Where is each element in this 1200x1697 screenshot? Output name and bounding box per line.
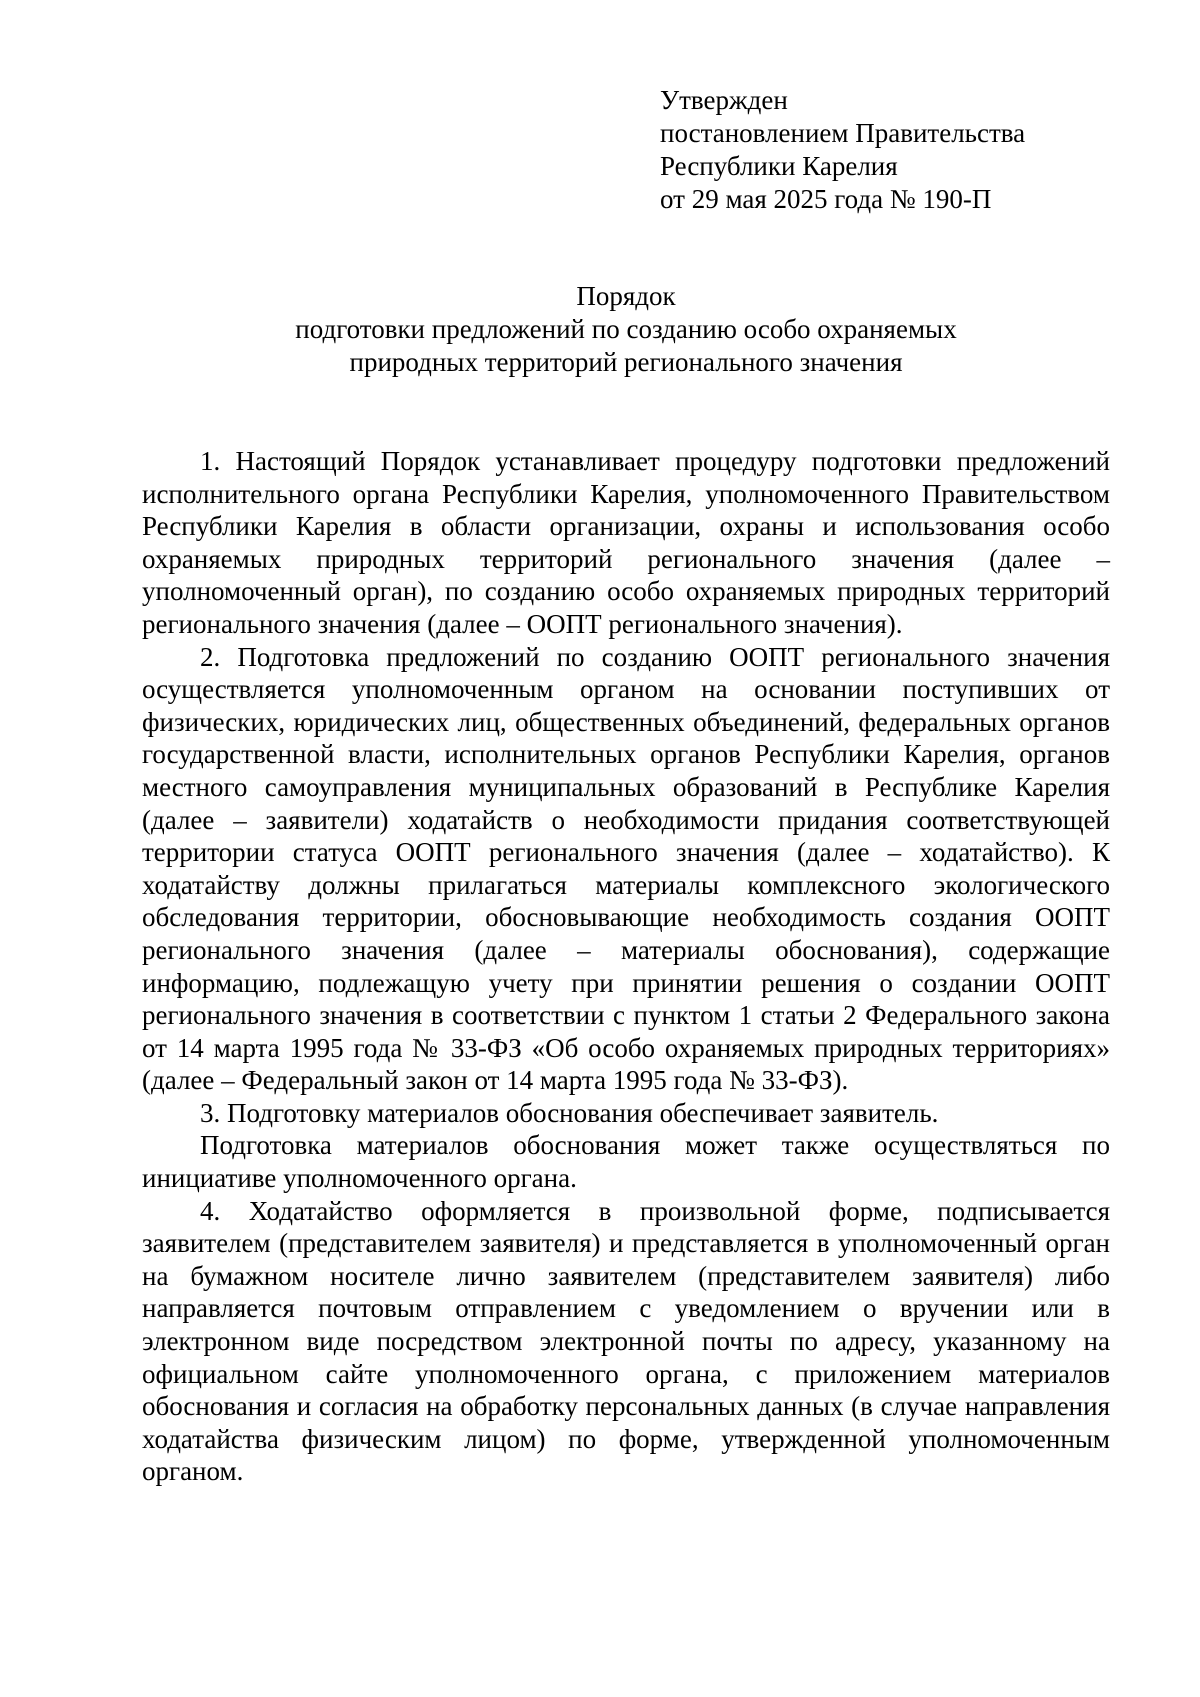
paragraph-1: 1. Настоящий Порядок устанавливает процедуру подготовки предложений исполнительного органа Республики Карелия, уполномоченного Правительством Республики Карелия в области организации, охраны и использования особо охраняемых природных территорий регионального значения (далее – уполномоченный орган), по созданию особо охраняемых природных территорий регионального значения (далее – ООПТ регионального значения). xyxy=(142,446,1110,639)
paragraph-3-continued: Подготовка материалов обоснования может также осуществляться по инициативе уполномоченного органа. xyxy=(142,1130,1110,1194)
paragraph-2: 2. Подготовка предложений по созданию ООПТ регионального значения осуществляется уполномоченным органом на основании поступивших от физических, юридических лиц, общественных объединений, федеральных органов государственной власти, исполнительных органов Республики Карелия, органов местного самоуправления муниципальных образований в Республике Карелия (далее – заявители) ходатайств о необходимости придания соответствующей территории статуса ООПТ регионального значения (далее – ходатайство). К ходатайству должны прилагаться материалы комплексного экологического обследования территории, обосновывающие необходимость создания ООПТ регионального значения (далее – материалы обоснования), содержащие информацию, подлежащую учету при принятии решения о создании ООПТ регионального значения в соответствии с пунктом 1 статьи 2 Федерального закона от 14 марта 1995 года № 33-ФЗ «Об особо охраняемых природных территориях» (далее – Федеральный закон от 14 марта 1995 года № 33-ФЗ). xyxy=(142,641,1110,1096)
paragraph-3: 3. Подготовку материалов обоснования обеспечивает заявитель. xyxy=(200,1097,939,1128)
title-line-3: природных территорий регионального значения xyxy=(349,347,903,377)
document-body xyxy=(142,445,1110,1488)
approval-line-approved: Утвержден xyxy=(660,85,788,115)
approval-line-republic: Республики Карелия xyxy=(660,151,898,181)
approval-stamp-block xyxy=(660,84,1160,216)
title-line-1: Порядок xyxy=(576,281,676,311)
approval-line-date-number: от 29 мая 2025 года № 190-П xyxy=(660,184,992,214)
paragraph-4: 4. Ходатайство оформляется в произвольной форме, подписывается заявителем (представителем заявителя) и представляется в уполномоченный орган на бумажном носителе лично заявителем (представителем заявителя) либо направляется почтовым отправлением с уведомлением о вручении или в электронном виде посредством электронной почты по адресу, указанному на официальном сайте уполномоченного органа, с приложением материалов обоснования и согласия на обработку персональных данных (в случае направления ходатайства физическим лицом) по форме, утвержденной уполномоченным органом. xyxy=(142,1195,1110,1487)
approval-line-resolution: постановлением Правительства xyxy=(660,118,1026,148)
title-line-2: подготовки предложений по созданию особо охраняемых xyxy=(295,314,957,344)
document-title xyxy=(142,280,1110,379)
